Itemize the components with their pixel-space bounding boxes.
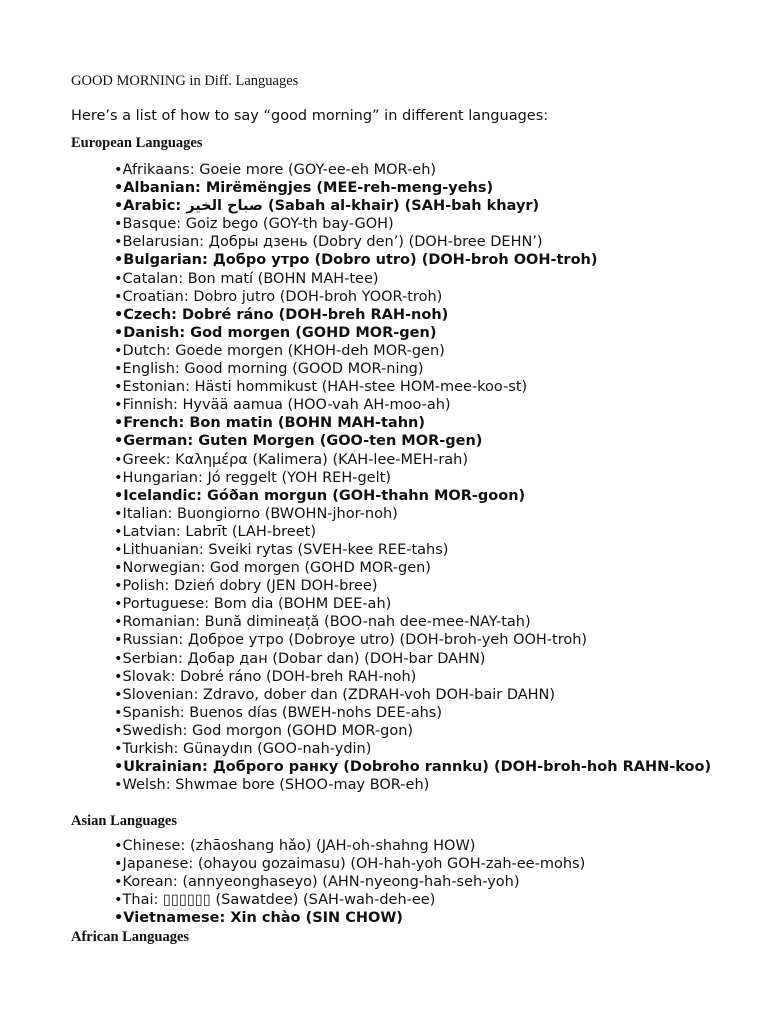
list-item: •Chinese: (zhāoshang hǎo) (JAH-oh-shahng HOW) <box>114 838 476 854</box>
european-language-list <box>114 161 714 794</box>
list-item: •German: Guten Morgen (GOO-ten MOR-gen) <box>114 433 483 450</box>
list-item: •Serbian: Добар дан (Dobar dan) (DOH-bar DAHN) <box>114 650 486 667</box>
list-item: •Czech: Dobré ráno (DOH-breh RAH-noh) <box>114 306 449 323</box>
list-item: •Hungarian: Jó reggelt (YOH REH-gelt) <box>114 469 391 486</box>
list-item: •Estonian: Hästi hommikust (HAH-stee HOM-mee-koo-st) <box>114 379 528 396</box>
list-item: •Croatian: Dobro jutro (DOH-broh YOOR-troh) <box>114 288 443 305</box>
list-item: •Afrikaans: Goeie more (GOY-ee-eh MOR-eh) <box>114 162 437 178</box>
list-item: •Polish: Dzień dobry (JEN DOH-bree) <box>114 578 378 595</box>
list-item: •Albanian: Mirëmëngjes (MEE-reh-meng-yehs) <box>114 180 494 197</box>
list-item: •Dutch: Goede morgen (KHOH-deh MOR-gen) <box>114 342 445 359</box>
list-item: •Spanish: Buenos días (BWEH-nohs DEE-ahs) <box>114 704 443 721</box>
list-item: •Belarusian: Добры дзень (Dobry den’) (DOH-bree DEHN’) <box>114 234 543 251</box>
list-item: •Swedish: God morgon (GOHD MOR-gon) <box>114 722 414 739</box>
list-item: •Catalan: Bon matí (BOHN MAH-tee) <box>114 270 379 287</box>
section-heading-asian: Asian Languages <box>71 813 177 829</box>
list-item: •Slovak: Dobré ráno (DOH-breh RAH-noh) <box>114 668 417 685</box>
list-item: •Finnish: Hyvää aamua (HOO-vah AH-moo-ah) <box>114 397 451 414</box>
list-item: •Korean: (annyeonghaseyo) (AHN-nyeong-hah-seh-yoh) <box>114 874 520 891</box>
list-item: •Greek: Καλημέρα (Kalimera) (KAH-lee-MEH-rah) <box>114 451 469 468</box>
list-item: •Romanian: Bună dimineață (BOO-nah dee-mee-NAY-tah) <box>114 614 531 631</box>
list-item: •Latvian: Labrīt (LAH-breet) <box>114 523 316 540</box>
list-item: •Italian: Buongiorno (BWOHN-jhor-noh) <box>114 505 398 522</box>
list-item: •Russian: Доброе утро (Dobroye utro) (DOH-broh-yeh OOH-troh) <box>114 632 588 649</box>
list-item: •Ukrainian: Доброго ранку (Dobroho rannku) (DOH-broh-hoh RAHN-koo) <box>114 759 712 776</box>
list-item: •French: Bon matin (BOHN MAH-tahn) <box>114 415 425 432</box>
section-heading-african: African Languages <box>71 929 190 945</box>
intro-paragraph: Here’s a list of how to say “good morning” in different languages: <box>71 108 549 124</box>
list-item: •Icelandic: Góðan morgun (GOH-thahn MOR-goon) <box>114 487 526 504</box>
list-item: •English: Good morning (GOOD MOR-ning) <box>114 361 424 378</box>
list-item: •Vietnamese: Xin chào (SIN CHOW) <box>114 910 403 927</box>
list-item: •Welsh: Shwmae bore (SHOO-may BOR-eh) <box>114 777 430 794</box>
asian-language-list <box>114 837 714 927</box>
list-item: •Lithuanian: Sveiki rytas (SVEH-kee REE-tahs) <box>114 541 449 558</box>
list-item: •Thai: ▯▯▯▯▯▯ (Sawatdee) (SAH-wah-deh-ee) <box>114 892 436 909</box>
document-title: GOOD MORNING in Diff. Languages <box>71 73 299 89</box>
list-item: •Slovenian: Zdravo, dober dan (ZDRAH-voh DOH-bair DAHN) <box>114 686 556 703</box>
list-item: •Turkish: Günaydın (GOO-nah-ydin) <box>114 741 372 757</box>
list-item: •Norwegian: God morgen (GOHD MOR-gen) <box>114 560 431 577</box>
list-item: •Basque: Goiz bego (GOY-th bay-GOH) <box>114 216 394 233</box>
section-heading-european: European Languages <box>71 135 203 151</box>
list-item: •Arabic: صباح الخير (Sabah al-khair) (SAH-bah khayr) <box>114 198 540 215</box>
list-item: •Japanese: (ohayou gozaimasu) (OH-hah-yoh GOH-zah-ee-mohs) <box>114 856 586 873</box>
list-item: •Portuguese: Bom dia (BOHM DEE-ah) <box>114 596 392 613</box>
list-item: •Bulgarian: Добро утро (Dobro utro) (DOH-broh OOH-troh) <box>114 252 598 269</box>
list-item: •Danish: God morgen (GOHD MOR-gen) <box>114 324 437 341</box>
